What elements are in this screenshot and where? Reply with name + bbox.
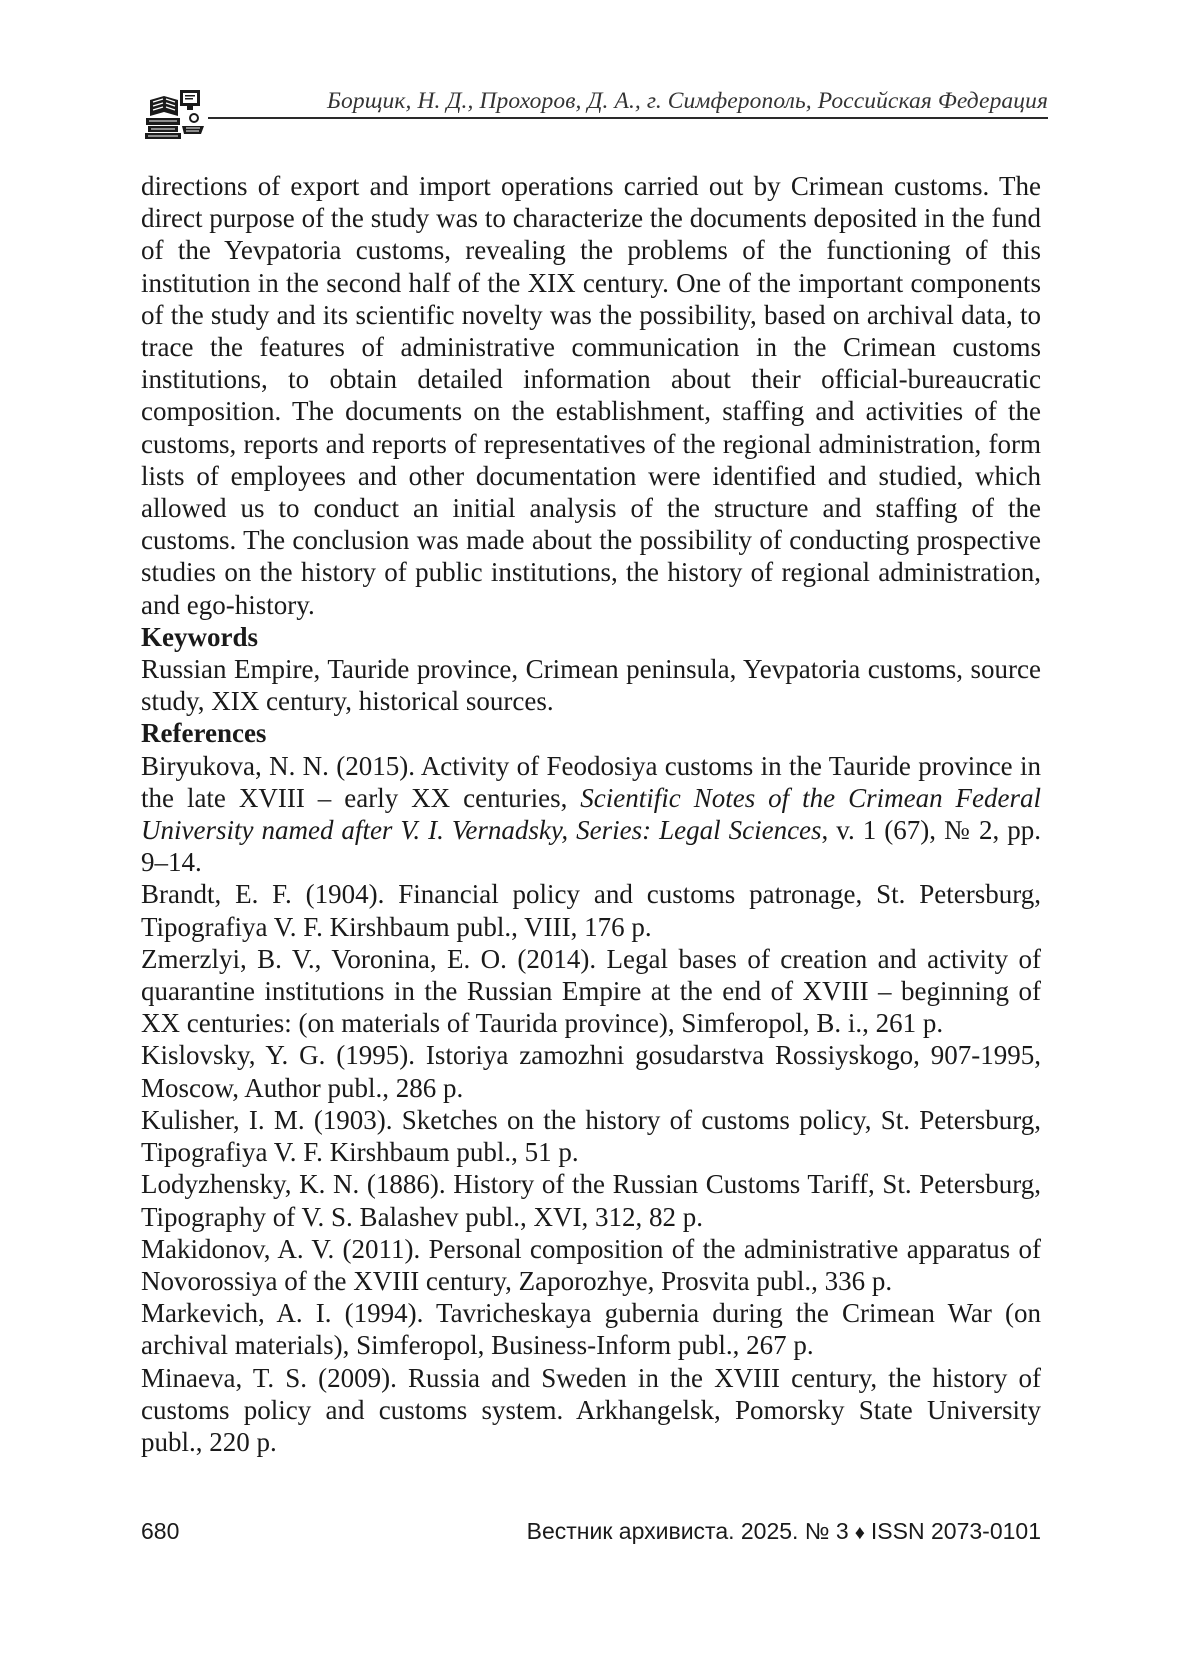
abstract-paragraph: directions of export and import operations carried out by Crimean customs. The direct purpose of the study was to characterize the documents deposited in the fund of the Yevpatoria customs, revealing the problems of the functioning of this institution in the second half of the XIX century. One of the important components of the study and its scientific novelty was the possibility, based on archival data, to trace the features of administrative communication in the Crimean customs institutions, to obtain detailed information about their official-bureaucratic composition. The documents on the establishment, staffing and activities of the customs, reports and reports of representatives of the regional administration, form lists of employees and other documentation were identified and studied, which allowed us to conduct an initial analysis of the structure and staffing of the customs. The conclusion was made about the possibility of conducting prospective studies on the history of public institutions, the history of regional administration, and ego-history. — [141, 171, 1041, 620]
reference-item: Markevich, A. I. (1994). Tavricheskaya gubernia during the Crimean War (on archival materials), Simferopol, Business-Inform publ., 267 p. — [141, 1298, 1041, 1361]
running-title: Борщик, Н. Д., Прохоров, Д. А., г. Симферополь, Российская Федерация — [327, 88, 1048, 114]
reference-item: Kislovsky, Y. G. (1995). Istoriya zamozhni gosudarstva Rossiyskogo, 907-1995, Moscow, Author publ., 286 p. — [141, 1040, 1041, 1103]
page-footer — [141, 1518, 1041, 1554]
journal-title: Вестник архивиста. 2025. № 3 — [526, 1518, 849, 1544]
reference-item: Makidonov, A. V. (2011). Personal composition of the administrative apparatus of Novorossiya of the XVIII century, Zaporozhye, Prosvita publ., 336 p. — [141, 1233, 1041, 1296]
keywords-heading: Keywords — [141, 621, 258, 652]
references-heading: References — [141, 718, 267, 749]
books-computer-logo-icon — [144, 88, 206, 140]
reference-item: Minaeva, T. S. (2009). Russia and Sweden in the XVIII century, the history of customs policy and customs system. Arkhangelsk, Pomorsky State University publ., 220 p. — [141, 1362, 1041, 1457]
keywords-text: Russian Empire, Tauride province, Crimean peninsula, Yevpatoria customs, source study, XIX century, historical sources. — [141, 654, 1041, 717]
article-body — [141, 170, 1041, 1458]
reference-item: Lodyzhensky, K. N. (1886). History of the Russian Customs Tariff, St. Petersburg, Tipography of V. S. Balashev publ., XVI, 312, 82 p. — [141, 1169, 1041, 1232]
issn: ISSN 2073-0101 — [870, 1518, 1041, 1544]
reference-item: Zmerzlyi, B. V., Voronina, E. O. (2014). Legal bases of creation and activity of quarantine institutions in the Russian Empire at the end of XVIII – beginning of XX centuries: (on materials of Taurida province), Simferopol, B. i., 261 p. — [141, 943, 1041, 1039]
running-head — [140, 82, 1048, 142]
journal-info — [527, 1518, 1041, 1545]
reference-item: Biryukova, N. N. (2015). Activity of Feodosiya customs in the Tauride province in the late XVIII – early XX centuries, Scientific Notes of the Crimean Federal University named after V. I. Vernadsky, Series: Legal Sciences, v. 1 (67), № 2, pp. 9–14. — [141, 750, 1041, 878]
reference-item: Kulisher, I. M. (1903). Sketches on the history of customs policy, St. Petersburg, Tipografiya V. F. Kirshbaum publ., 51 p. — [141, 1104, 1041, 1168]
reference-item: Brandt, E. F. (1904). Financial policy and customs patronage, St. Petersburg, Tipografiya V. F. Kirshbaum publ., VIII, 176 p. — [141, 879, 1041, 942]
diamond-separator: ♦ — [854, 1522, 865, 1544]
page-number: 680 — [141, 1518, 180, 1544]
header-rule — [208, 117, 1048, 119]
